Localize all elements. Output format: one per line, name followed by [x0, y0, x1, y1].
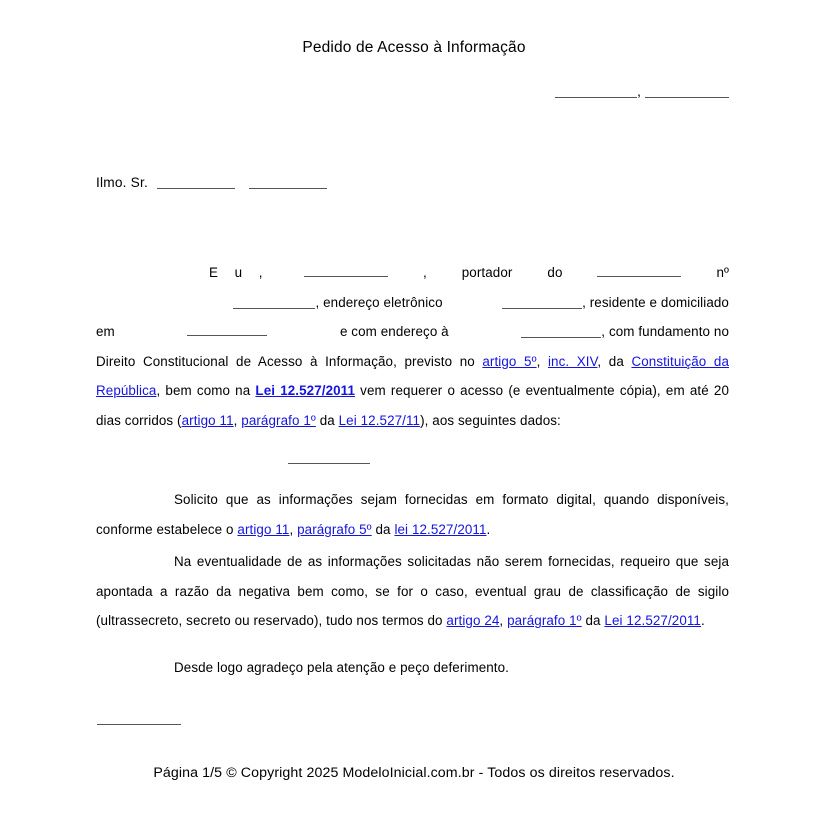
page-title: Pedido de Acesso à Informação: [302, 39, 526, 56]
line2-left: [233, 288, 442, 318]
document-type-blank[interactable]: [597, 263, 681, 277]
fundamento-text: , com fundamento no: [601, 324, 729, 340]
legal-basis-text-7: da: [315, 412, 339, 428]
link-solicito-lei-12527-2011[interactable]: lei 12.527/2011: [394, 521, 487, 537]
link-paragrafo-1[interactable]: parágrafo 1º: [241, 412, 316, 428]
eventualidade-text-1: Na eventualidade de as informações solicitadas não serem fornecidas, requeiro que seja apontada a razão da negativa bem como, se for o caso, eventual grau de classificação de sigilo (ultrassecreto, secreto ou reservado), tudo nos termos do: [96, 554, 729, 629]
date-separator: ,: [637, 84, 642, 99]
closing-text: Desde logo agradeço pela atenção e peço deferimento.: [174, 660, 509, 675]
paragraph-closing-block: [96, 653, 729, 683]
paragraph-identification: [96, 258, 729, 436]
line2-right: [502, 288, 729, 318]
residente-text: , residente e domiciliado: [582, 294, 729, 310]
legal-basis-text-3: , da: [597, 353, 632, 369]
do-text: do: [547, 265, 563, 280]
eventualidade-text-4: .: [700, 613, 705, 629]
city-blank[interactable]: [555, 84, 637, 98]
solicito-paragraph: [96, 485, 729, 544]
line3-right: [521, 317, 729, 347]
link-artigo-5[interactable]: artigo 5º: [482, 353, 537, 369]
city-residence-blank[interactable]: [187, 322, 267, 336]
email-blank[interactable]: [502, 295, 582, 309]
document-number-blank[interactable]: [233, 295, 315, 309]
addressee-blank-1[interactable]: [157, 175, 235, 189]
portador-text: portador: [461, 265, 513, 280]
paragraph-eventualidade: [96, 547, 729, 636]
addressee-line: [96, 175, 327, 190]
link-inc-xiv[interactable]: inc. XIV: [547, 353, 598, 369]
addressee-blank-2[interactable]: [249, 175, 327, 189]
requested-data-blank[interactable]: [288, 448, 370, 464]
solicito-text-2: ,: [289, 521, 298, 537]
name-blank[interactable]: [304, 263, 388, 277]
link-constituicao-republica[interactable]: Constituição da República: [96, 353, 729, 399]
legal-basis-text-6: ,: [233, 412, 242, 428]
date-location-line: [96, 84, 729, 99]
legal-basis-text-5: vem requerer o acesso (e eventualmente cópia), em até 20 dias corridos (: [96, 383, 729, 428]
link-solicito-artigo-11[interactable]: artigo 11: [237, 521, 290, 537]
signature-blank[interactable]: [97, 709, 181, 725]
solicito-text-3: da: [371, 521, 395, 537]
link-lei-12527-2011[interactable]: Lei 12.527/2011: [255, 383, 356, 399]
legal-basis-text-2: ,: [536, 353, 548, 369]
eventualidade-paragraph: [96, 547, 729, 636]
eventualidade-text-3: da: [581, 613, 605, 629]
requested-data-blank-row: [288, 448, 370, 467]
link-eventualidade-lei-12527-2011[interactable]: Lei 12.527/2011: [604, 613, 701, 629]
em-text: em: [96, 324, 115, 340]
solicito-text-4: .: [486, 521, 491, 537]
numero-text: nº: [716, 265, 729, 280]
link-eventualidade-paragrafo-1[interactable]: parágrafo 1º: [507, 613, 582, 629]
addressee-label: Ilmo. Sr.: [96, 175, 148, 190]
link-artigo-11[interactable]: artigo 11: [181, 412, 234, 428]
identification-line-2: [96, 288, 729, 318]
eventualidade-text-2: ,: [499, 613, 508, 629]
identification-line-1: [96, 258, 729, 288]
legal-basis-paragraph: [96, 347, 729, 436]
link-lei-12527-11[interactable]: Lei 12.527/11: [338, 412, 421, 428]
line1-comma: ,: [422, 265, 427, 280]
address-blank[interactable]: [521, 324, 601, 338]
com-endereco-text: e com endereço à: [339, 324, 449, 340]
link-artigo-24[interactable]: artigo 24: [446, 613, 500, 629]
eu-opening: E u ,: [208, 265, 270, 280]
link-solicito-paragrafo-5[interactable]: parágrafo 5º: [297, 521, 372, 537]
closing-paragraph: [96, 653, 729, 683]
legal-basis-text-8: ), aos seguintes dados:: [420, 412, 561, 428]
endereco-eletronico-text: , endereço eletrônico: [315, 294, 443, 310]
signature-blank-row: [97, 709, 181, 728]
legal-basis-text-1: Direito Constitucional de Acesso à Informação, previsto no: [96, 353, 483, 369]
legal-basis-text-4: , bem como na: [156, 383, 256, 399]
identification-line-3: [96, 317, 729, 347]
date-blank[interactable]: [645, 84, 729, 98]
page-footer: Página 1/5 © Copyright 2025 ModeloInicial.com.br - Todos os direitos reservados.: [153, 765, 675, 781]
solicito-text-1: Solicito que as informações sejam fornecidas em formato digital, quando disponíveis, conforme estabelece o: [96, 492, 729, 537]
paragraph-solicito: [96, 485, 729, 544]
